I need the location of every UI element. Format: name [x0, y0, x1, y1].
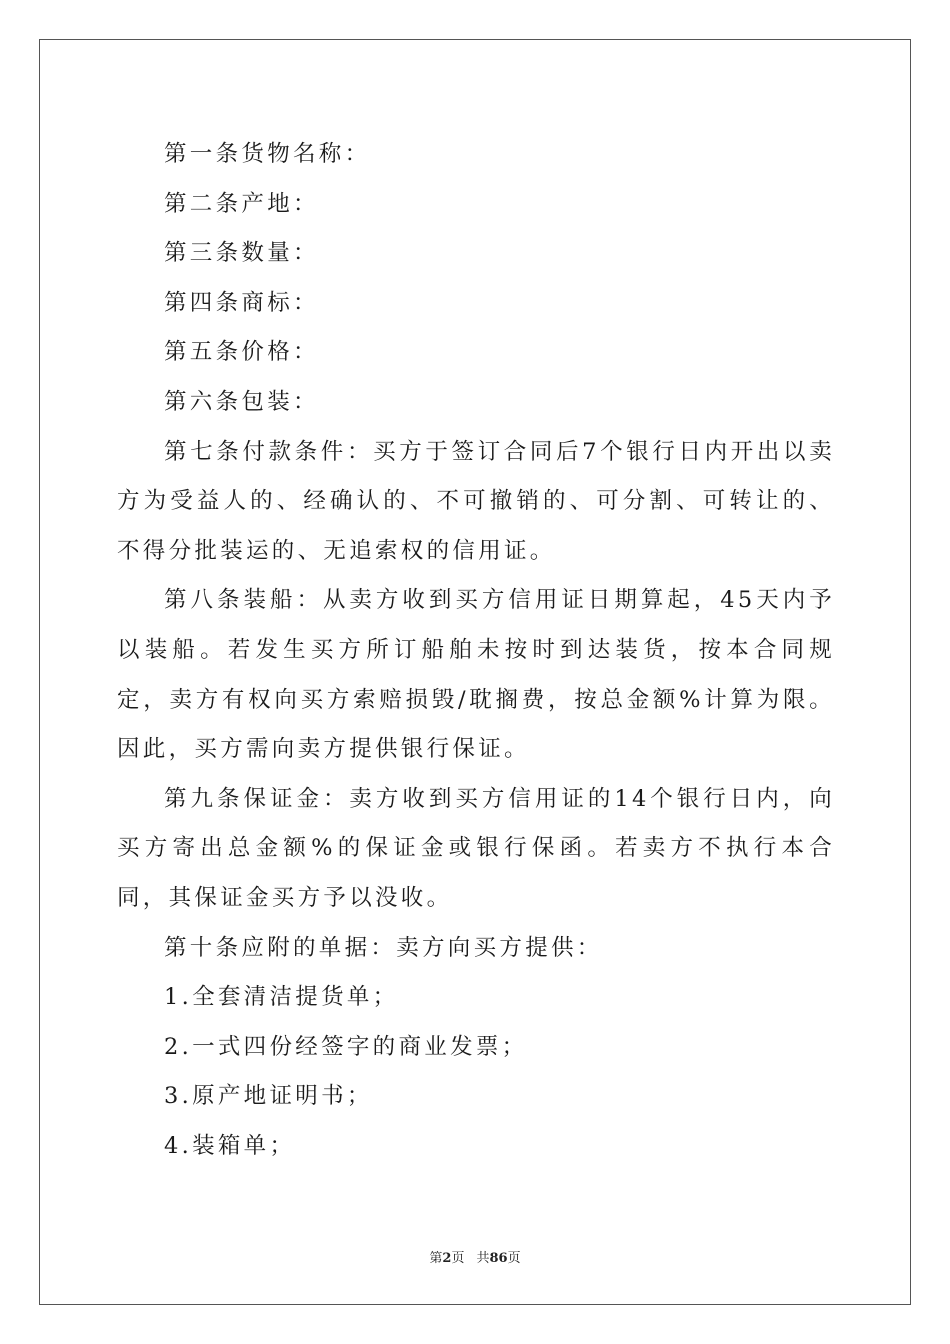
document-item-4: 4.装箱单； [164, 1132, 296, 1159]
document-item-1: 1.全套清洁提货单； [164, 984, 399, 1011]
clause-6-packing: 第六条包装： [164, 388, 319, 415]
page-footer [0, 1247, 950, 1266]
total-pages: 86 [489, 1251, 508, 1266]
clause-8-shipment: 第八条装船：从卖方收到买方信用证日期算起，45天内予以装船。若发生买方所订船舶未按时到达装货，按本合同规定，卖方有权向买方索赔损毁/耽搁费，按总金额%计算为限。因此，买方需向卖方提供银行保证。 [117, 587, 835, 763]
clause-4-trademark: 第四条商标： [164, 289, 319, 316]
document-item-3: 3.原产地证明书； [164, 1083, 373, 1110]
page-prefix: 第 [429, 1251, 443, 1266]
clause-10-documents: 第十条应附的单据：卖方向买方提供： [164, 934, 603, 961]
document-item-2: 2.一式四份经签字的商业发票； [164, 1033, 528, 1060]
total-prefix: 共 [476, 1251, 490, 1266]
page-number: 2 [442, 1251, 452, 1266]
page-suffix: 页 [451, 1251, 465, 1266]
clause-1-goods-name: 第一条货物名称： [164, 141, 371, 167]
total-suffix: 页 [507, 1251, 521, 1266]
document-body [117, 130, 835, 1171]
clause-9-deposit: 第九条保证金：卖方收到买方信用证的14个银行日内，向买方寄出总金额%的保证金或银行保函。若卖方不执行本合同，其保证金买方予以没收。 [117, 785, 835, 911]
clause-2-origin: 第二条产地： [164, 190, 319, 217]
clause-3-quantity: 第三条数量： [164, 240, 319, 267]
clause-5-price: 第五条价格： [164, 339, 319, 366]
clause-7-payment-terms: 第七条付款条件：买方于签订合同后7个银行日内开出以卖方为受益人的、经确认的、不可撤销的、可分割、可转让的、不得分批装运的、无追索权的信用证。 [117, 438, 835, 564]
